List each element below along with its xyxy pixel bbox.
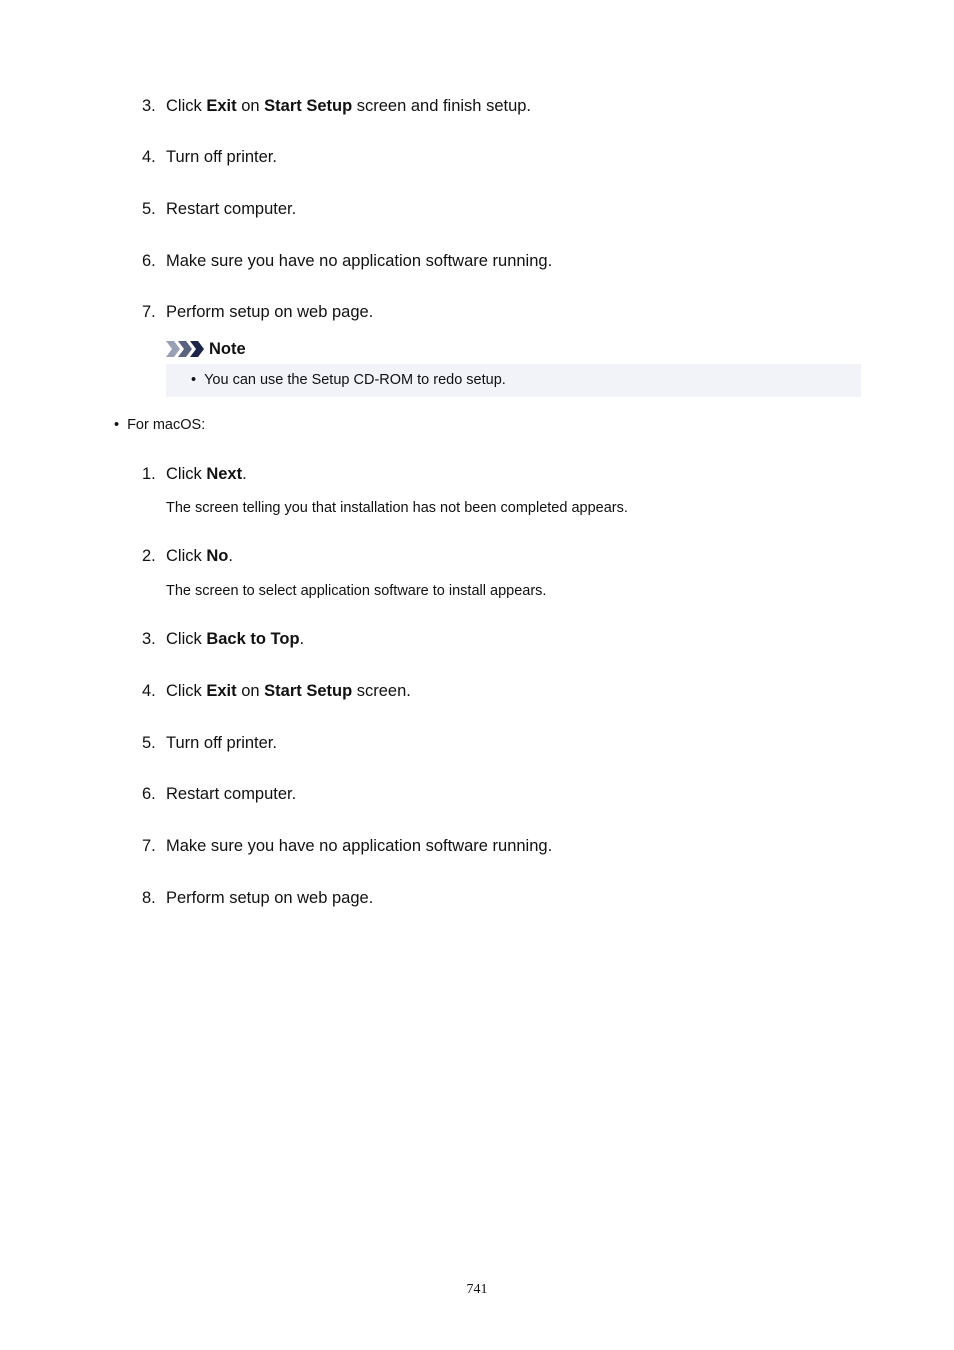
step-mac-3 (142, 629, 304, 649)
note-header (166, 338, 246, 360)
step-text: Click Back to Top. (166, 630, 305, 648)
step-mac-4 (142, 681, 411, 701)
step-win-6 (142, 251, 552, 271)
step-mac-6 (142, 784, 296, 804)
step-number: 2. (142, 547, 156, 565)
step-text: Turn off printer. (166, 148, 277, 166)
step-mac-1 (142, 464, 247, 484)
step-win-5 (142, 199, 296, 219)
note-item (191, 371, 506, 389)
step-number: 7. (142, 837, 156, 855)
step-mac-1-desc: The screen telling you that installation has not been completed appears. (166, 500, 628, 516)
step-text: Restart computer. (166, 785, 297, 803)
step-mac-2 (142, 546, 233, 566)
step-win-7 (142, 302, 373, 322)
note-title: Note (209, 339, 246, 358)
bullet-dot: • (191, 372, 197, 388)
step-text: Turn off printer. (166, 734, 277, 752)
step-text: Perform setup on web page. (166, 303, 374, 321)
step-win-3 (142, 96, 531, 116)
step-number: 4. (142, 148, 156, 166)
page-number: 741 (466, 1282, 488, 1297)
macos-bullet (114, 416, 205, 434)
step-text: Click No. (166, 547, 233, 565)
step-win-4 (142, 147, 277, 167)
step-number: 5. (142, 200, 156, 218)
step-number: 4. (142, 682, 156, 700)
note-item-text: You can use the Setup CD-ROM to redo setup. (204, 372, 506, 388)
bullet-dot: • (114, 417, 120, 433)
step-text: Click Next. (166, 465, 247, 483)
step-number: 3. (142, 630, 156, 648)
step-mac-8 (142, 888, 373, 908)
step-number: 1. (142, 465, 156, 483)
step-text: Restart computer. (166, 200, 297, 218)
step-number: 8. (142, 889, 156, 907)
note-box (166, 364, 861, 397)
step-text: Perform setup on web page. (166, 889, 374, 907)
step-number: 6. (142, 785, 156, 803)
step-text: Click Exit on Start Setup screen and finish setup. (166, 97, 532, 115)
step-number: 6. (142, 252, 156, 270)
step-text: Click Exit on Start Setup screen. (166, 682, 411, 700)
step-number: 7. (142, 303, 156, 321)
step-mac-7 (142, 836, 552, 856)
step-number: 3. (142, 97, 156, 115)
step-text: Make sure you have no application software running. (166, 837, 553, 855)
step-mac-2-desc: The screen to select application software to install appears. (166, 583, 547, 599)
step-number: 5. (142, 734, 156, 752)
step-text: Make sure you have no application software running. (166, 252, 553, 270)
macos-label: For macOS: (127, 417, 206, 433)
step-mac-5 (142, 733, 277, 753)
note-chevrons-icon (166, 340, 206, 358)
